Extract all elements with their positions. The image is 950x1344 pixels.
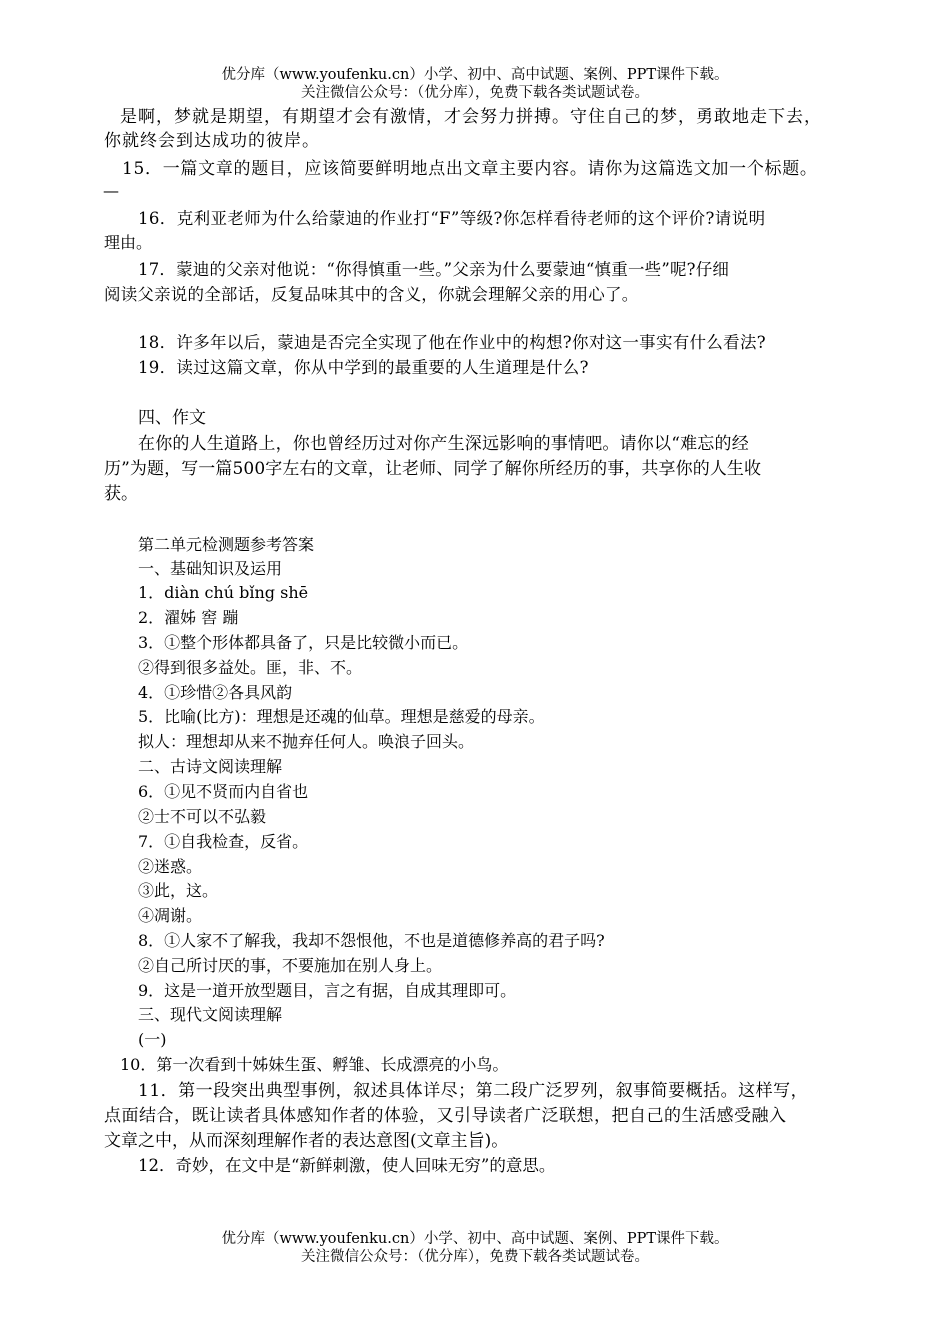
answers-section-2: 二、古诗文阅读理解 (138, 757, 283, 776)
answer-7-line-3: ③此，这。 (138, 881, 219, 900)
answer-7-line-1: 7．①自我检查，反省。 (138, 832, 309, 851)
answers-section-3: 三、现代文阅读理解 (138, 1005, 283, 1024)
answers-section-1: 一、基础知识及运用 (138, 559, 283, 578)
essay-section-title: 四、作文 (138, 408, 206, 428)
essay-prompt-line-1: 在你的人生道路上，你也曾经历过对你产生深远影响的事情吧。请你以“难忘的经 (138, 434, 749, 454)
essay-prompt-line-3: 获。 (104, 484, 138, 504)
answer-9: 9．这是一道开放型题目，言之有据，自成其理即可。 (138, 981, 517, 1000)
question-18: 18．许多年以后，蒙迪是否完全实现了他在作业中的构想?你对这一事实有什么看法? (138, 333, 766, 352)
answer-7-line-4: ④凋谢。 (138, 906, 203, 925)
essay-prompt-line-2: 历”为题，写一篇500字左右的文章，让老师、同学了解你所经历的事，共享你的人生收 (104, 459, 762, 479)
answer-11-line-3: 文章之中，从而深刻理解作者的表达意图(文章主旨)。 (104, 1131, 509, 1151)
question-15-answer-line: — (103, 181, 119, 200)
answer-3-line-1: 3．①整个形体都具备了，只是比较微小而已。 (138, 633, 469, 652)
answer-6-line-1: 6．①见不贤而内自省也 (138, 782, 309, 801)
answer-1: 1．diàn chú bǐng shē (138, 583, 309, 602)
answer-7-line-2: ②迷惑。 (138, 857, 203, 876)
question-16-line-1: 16．克利亚老师为什么给蒙迪的作业打“F”等级?你怎样看待老师的这个评价?请说明 (138, 209, 766, 228)
answer-5-line-1: 5．比喻(比方)：理想是还魂的仙草。理想是慈爱的母亲。 (138, 707, 545, 726)
answer-6-line-2: ②士不可以不弘毅 (138, 807, 267, 826)
answers-subsection-1: (一) (138, 1030, 167, 1049)
answer-2: 2．濯姊 窖 蹦 (138, 608, 239, 627)
answer-4: 4．①珍惜②各具风韵 (138, 683, 293, 702)
question-19: 19．读过这篇文章，你从中学到的最重要的人生道理是什么? (138, 358, 589, 377)
question-15: 15．一篇文章的题目，应该简要鲜明地点出文章主要内容。请你为这篇选文加一个标题。 (122, 159, 818, 179)
page-footer-line-2: 关注微信公众号：（优分库），免费下载各类试题试卷。 (301, 1249, 649, 1265)
answer-11-line-1: 11．第一段突出典型事例，叙述具体详尽；第二段广泛罗列，叙事简要概括。这样写， (138, 1081, 809, 1101)
answers-title: 第二单元检测题参考答案 (138, 535, 315, 554)
answer-11-line-2: 点面结合，既让读者具体感知作者的体验，又引导读者广泛联想，把自己的生活感受融入 (104, 1106, 787, 1126)
question-17-line-1: 17．蒙迪的父亲对他说：“你得慎重一些。”父亲为什么要蒙迪“慎重一些”呢?仔细 (138, 260, 730, 279)
intro-line-1: 是啊，梦就是期望，有期望才会有激情，才会努力拼搏。守住自己的梦，勇敢地走下去， (120, 107, 822, 127)
page-footer-line-1: 优分库（www.youfenku.cn）小学、初中、高中试题、案例、PPT课件下载。 (221, 1231, 729, 1247)
answer-12: 12．奇妙，在文中是“新鲜刺激，使人回味无穷”的意思。 (138, 1156, 556, 1175)
intro-line-2: 你就终会到达成功的彼岸。 (104, 131, 320, 151)
answer-8-line-1: 8．①人家不了解我，我却不怨恨他，不也是道德修养高的君子吗? (138, 931, 605, 950)
question-16-line-2: 理由。 (104, 233, 153, 252)
question-17-line-2: 阅读父亲说的全部话，反复品味其中的含义，你就会理解父亲的用心了。 (104, 285, 639, 304)
answer-3-line-2: ②得到很多益处。匪，非、不。 (138, 658, 363, 677)
page-header-line-1: 优分库（www.youfenku.cn）小学、初中、高中试题、案例、PPT课件下载。 (221, 67, 729, 83)
answer-10: 10．第一次看到十姊妹生蛋、孵雏、长成漂亮的小鸟。 (120, 1055, 509, 1074)
answer-5-line-2: 拟人：理想却从来不抛弃任何人。唤浪子回头。 (138, 732, 475, 751)
answer-8-line-2: ②自己所讨厌的事，不要施加在别人身上。 (138, 956, 443, 975)
page-header-line-2: 关注微信公众号：（优分库），免费下载各类试题试卷。 (301, 85, 649, 101)
